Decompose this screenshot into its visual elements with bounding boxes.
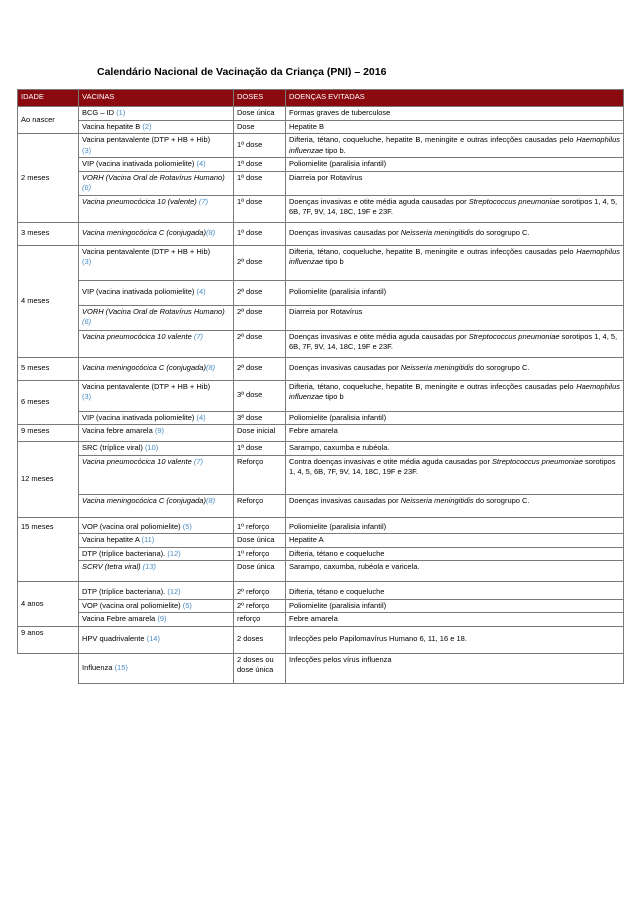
vaccine-name: Vacina Febre amarela — [82, 614, 156, 623]
age-cell: 2 meses — [18, 134, 79, 223]
pathogen-name: Haemophilus influenzae — [289, 246, 620, 266]
reference-link[interactable]: (3) — [82, 257, 92, 266]
reference-link[interactable]: (7) — [193, 331, 204, 341]
disease-text: Doenças invasivas e otite média aguda causadas por — [289, 331, 469, 341]
dose-cell: Dose inicial — [234, 425, 286, 442]
vaccine-cell — [79, 534, 234, 548]
vaccine-name: Vacina meningocócica C (conjugada) — [82, 495, 206, 505]
dose-cell: 3ª dose — [234, 380, 286, 411]
disease-cell — [286, 222, 624, 245]
disease-cell: Hepatite B — [286, 120, 624, 134]
vaccine-name: VOP (vacina oral poliomielite) — [82, 521, 181, 531]
disease-text: Doenças invasivas causadas por — [289, 495, 401, 505]
vaccine-name: SRC (tríplice viral) — [82, 443, 143, 452]
age-cell: 9 anos — [18, 626, 79, 653]
disease-text: Difteria, tétano, coqueluche, hepatite B, meningite e outras infecções causadas pelo — [289, 381, 577, 391]
vaccine-cell — [79, 357, 234, 380]
age-cell-empty — [18, 653, 79, 684]
vaccine-cell — [79, 134, 234, 158]
dose-cell: 2ª dose — [234, 280, 286, 305]
disease-text: Doenças invasivas e otite média aguda causadas por — [289, 196, 469, 206]
dose-cell: 1º reforço — [234, 547, 286, 561]
dose-cell: 2ª dose — [234, 305, 286, 330]
vaccine-name: VIP (vacina inativada poliomielite) — [82, 159, 195, 168]
table-row — [18, 653, 624, 684]
vaccine-name: SCRV (tetra viral) — [82, 562, 141, 571]
vaccine-cell — [79, 330, 234, 357]
pathogen-name: Neisseria meningitidis — [400, 363, 474, 373]
vaccine-name: Vacina hepatite A — [82, 535, 140, 544]
table-row — [18, 425, 624, 442]
age-cell: 12 meses — [18, 442, 79, 518]
vaccine-cell — [79, 195, 234, 222]
table-row — [18, 626, 624, 653]
vaccine-cell — [79, 425, 234, 442]
age-cell: 4 meses — [18, 245, 79, 357]
age-cell: Ao nascer — [18, 107, 79, 134]
disease-cell: Poliomielite (paralisia infantil) — [286, 599, 624, 613]
disease-cell: Difteria, tétano e coqueluche — [286, 547, 624, 561]
reference-link[interactable]: (6) — [82, 183, 92, 192]
disease-text: do sorogrupo C. — [473, 495, 530, 505]
pathogen-name: Streptococcus pneumoniae — [468, 196, 560, 206]
disease-text: Doenças invasivas causadas por — [289, 363, 401, 373]
reference-link[interactable]: (7) — [193, 456, 204, 466]
age-cell: 5 meses — [18, 357, 79, 380]
disease-cell — [286, 494, 624, 517]
disease-cell — [286, 455, 624, 494]
disease-cell: Poliomielite (paralisia infantil) — [286, 411, 624, 425]
dose-cell: 2ª dose — [234, 357, 286, 380]
disease-cell — [286, 195, 624, 222]
disease-cell: Formas graves de tuberculose — [286, 107, 624, 121]
vaccine-cell — [79, 380, 234, 411]
reference-link[interactable]: (6) — [82, 317, 92, 326]
vaccine-name: VOP (vacina oral poliomielite) — [82, 600, 181, 610]
disease-cell — [286, 357, 624, 380]
table-row — [18, 171, 624, 195]
dose-cell: 2º reforço — [234, 582, 286, 600]
age-cell: 3 meses — [18, 222, 79, 245]
table-header-row — [18, 90, 624, 107]
reference-link[interactable]: (5) — [182, 521, 192, 531]
table-row — [18, 158, 624, 172]
dose-cell: 2º reforço — [234, 599, 286, 613]
vaccine-name: VORH (Vacina Oral de Rotavírus Humano) — [82, 172, 225, 182]
vaccine-name: Vacina meningocócica C (conjugada) — [82, 363, 206, 373]
disease-text: Doenças invasivas causadas por — [289, 228, 401, 238]
dose-cell: 1º reforço — [234, 517, 286, 534]
vaccine-name: Vacina pneumocócica 10 (valente) — [82, 196, 197, 206]
reference-link[interactable]: (5) — [182, 600, 192, 610]
reference-link[interactable]: (4) — [196, 287, 206, 297]
age-cell: 6 meses — [18, 380, 79, 425]
table-row — [18, 330, 624, 357]
vaccine-cell — [79, 222, 234, 245]
dose-cell: Reforço — [234, 455, 286, 494]
vaccine-name: Vacina pentavalente (DTP + HB + Hib) — [82, 135, 211, 144]
table-row — [18, 222, 624, 245]
disease-text: sorotipos 1, 4, 5, 6B, 7F, 9V, 14, 18C, 19F e 23F. — [289, 331, 618, 351]
pathogen-name: Haemophilus influenzae — [289, 381, 620, 401]
table-row — [18, 582, 624, 600]
reference-link[interactable]: (12) — [167, 587, 181, 596]
reference-link[interactable]: (9) — [154, 426, 164, 435]
reference-link[interactable]: (8) — [205, 495, 216, 505]
dose-cell: Dose única — [234, 107, 286, 121]
dose-cell: 1ª dose — [234, 195, 286, 222]
table-row — [18, 561, 624, 582]
dose-cell: reforço — [234, 613, 286, 627]
disease-text: Contra doenças invasivas e otite média aguda causadas por — [289, 456, 493, 466]
reference-link[interactable]: (10) — [144, 443, 159, 452]
dose-cell: 1ª dose — [234, 442, 286, 456]
table-row — [18, 107, 624, 121]
table-row — [18, 411, 624, 425]
vaccine-cell — [79, 626, 234, 653]
dose-cell: 1ª dose — [234, 158, 286, 172]
dose-cell: Dose única — [234, 561, 286, 582]
vaccination-schedule-table — [17, 89, 624, 684]
vaccine-cell — [79, 171, 234, 195]
disease-cell — [286, 245, 624, 280]
vaccine-cell — [79, 599, 234, 613]
vaccine-cell — [79, 280, 234, 305]
disease-cell: Sarampo, caxumba e rubéola. — [286, 442, 624, 456]
vaccine-cell — [79, 653, 234, 684]
disease-cell: Infecções pelo Papilomavírus Humano 6, 11, 16 e 18. — [286, 626, 624, 653]
header-doses: DOSES — [234, 90, 286, 107]
vaccine-name: Vacina pneumocócica 10 valente — [82, 456, 192, 466]
table-row — [18, 280, 624, 305]
reference-link[interactable]: (13) — [142, 562, 157, 571]
disease-cell — [286, 380, 624, 411]
dose-cell: Reforço — [234, 494, 286, 517]
reference-link[interactable]: (2) — [142, 121, 152, 131]
vaccine-name: VIP (vacina inativada poliomielite) — [82, 412, 195, 422]
disease-cell: Poliomielite (paralisia infantil) — [286, 517, 624, 534]
dose-cell: 1ª dose — [234, 171, 286, 195]
disease-cell — [286, 330, 624, 357]
disease-cell: Diarreia por Rotavírus — [286, 171, 624, 195]
dose-cell: 3ª dose — [234, 411, 286, 425]
page-title: Calendário Nacional de Vacinação da Criança (PNI) – 2016 — [97, 66, 387, 78]
reference-link[interactable]: (7) — [198, 196, 209, 206]
vaccine-cell — [79, 494, 234, 517]
vaccine-name: DTP (tríplice bacteriana). — [82, 548, 166, 558]
vaccine-name: VIP (vacina inativada poliomielite) — [82, 287, 195, 297]
disease-text: sorotipos 1, 4, 5, 6B, 7F, 9V, 14, 18C, 19F e 23F. — [289, 196, 618, 216]
header-vacinas: VACINAS — [79, 90, 234, 107]
table-row — [18, 305, 624, 330]
vaccine-cell — [79, 305, 234, 330]
disease-text: sorotipos 1, 4, 5, 6B, 7F, 9V, 14, 18C, 19F e 23F. — [289, 456, 616, 476]
disease-cell: Difteria, tétano e coqueluche — [286, 582, 624, 600]
disease-cell: Poliomielite (paralisia infantil) — [286, 280, 624, 305]
table-row — [18, 613, 624, 627]
reference-link[interactable]: (4) — [196, 412, 206, 422]
disease-text: tipo b — [323, 392, 344, 401]
vaccine-cell — [79, 455, 234, 494]
pathogen-name: Streptococcus pneumoniae — [468, 331, 560, 341]
age-cell: 4 anos — [18, 582, 79, 627]
reference-link[interactable]: (3) — [82, 145, 92, 155]
vaccine-cell — [79, 442, 234, 456]
disease-text: do sorogrupo C. — [473, 363, 530, 373]
vaccine-cell — [79, 158, 234, 172]
table-row — [18, 195, 624, 222]
vaccine-cell — [79, 245, 234, 280]
dose-cell: 2 doses — [234, 626, 286, 653]
disease-cell: Hepatite A — [286, 534, 624, 548]
reference-link[interactable]: (8) — [205, 363, 216, 373]
table-row — [18, 494, 624, 517]
header-doencas: DOENÇAS EVITADAS — [286, 90, 624, 107]
table-row — [18, 134, 624, 158]
pathogen-name: Neisseria meningitidis — [400, 228, 474, 238]
vaccine-cell — [79, 120, 234, 134]
reference-link[interactable]: (4) — [196, 159, 206, 168]
vaccine-name: Vacina pneumocócica 10 valente — [82, 331, 192, 341]
vaccine-name: Influenza — [82, 663, 113, 672]
header-idade: IDADE — [18, 90, 79, 107]
vaccine-name: Vacina hepatite B — [82, 121, 141, 131]
reference-link[interactable]: (12) — [167, 548, 181, 558]
reference-link[interactable]: (8) — [205, 228, 216, 238]
table-row — [18, 599, 624, 613]
pathogen-name: Neisseria meningitidis — [400, 495, 474, 505]
dose-cell: 2ª dose — [234, 330, 286, 357]
dose-cell: Dose única — [234, 534, 286, 548]
age-cell: 15 meses — [18, 517, 79, 582]
vaccine-name: DTP (tríplice bacteriana). — [82, 587, 166, 596]
dose-cell: 1ª dose — [234, 222, 286, 245]
vaccine-cell — [79, 107, 234, 121]
vaccine-name: Vacina febre amarela — [82, 426, 153, 435]
disease-cell: Febre amarela — [286, 613, 624, 627]
table-row — [18, 534, 624, 548]
disease-text: Difteria, tétano, coqueluche, hepatite B, meningite e outras infecções causadas pelo — [289, 135, 577, 144]
vaccine-name: HPV quadrivalente — [82, 634, 145, 644]
disease-cell — [286, 134, 624, 158]
disease-cell: Sarampo, caxumba, rubéola e varicela. — [286, 561, 624, 582]
disease-text: Difteria, tétano, coqueluche, hepatite B, meningite e outras infecções causadas pelo — [289, 246, 577, 256]
dose-cell: 2ª dose — [234, 245, 286, 280]
disease-cell: Poliomielite (paralisia infantil) — [286, 158, 624, 172]
vaccine-name: VORH (Vacina Oral de Rotavírus Humano) — [82, 306, 225, 316]
dose-cell: 1ª dose — [234, 134, 286, 158]
table-row — [18, 357, 624, 380]
table-row — [18, 455, 624, 494]
reference-link[interactable]: (15) — [114, 663, 128, 672]
table-row — [18, 547, 624, 561]
vaccine-name: Vacina pentavalente (DTP + HB + Hib) — [82, 381, 211, 391]
reference-link[interactable]: (3) — [82, 392, 92, 401]
vaccine-name: Vacina meningocócica C (conjugada) — [82, 228, 206, 238]
reference-link[interactable]: (14) — [146, 634, 160, 644]
reference-link[interactable]: (11) — [141, 535, 155, 544]
pathogen-name: Haemophilus influenzae — [289, 135, 620, 155]
vaccine-cell — [79, 517, 234, 534]
reference-link[interactable]: (1) — [116, 108, 126, 117]
reference-link[interactable]: (9) — [157, 614, 167, 623]
disease-text: tipo b — [323, 257, 344, 266]
table-row — [18, 442, 624, 456]
table-row — [18, 120, 624, 134]
disease-text: do sorogrupo C. — [473, 228, 530, 238]
vaccine-cell — [79, 561, 234, 582]
table-row — [18, 245, 624, 280]
disease-cell: Infecções pelos vírus influenza — [286, 653, 624, 684]
vaccine-cell — [79, 411, 234, 425]
disease-cell: Diarreia por Rotavírus — [286, 305, 624, 330]
dose-cell: Dose — [234, 120, 286, 134]
disease-text: tipo b. — [323, 145, 346, 155]
vaccine-name: Vacina pentavalente (DTP + HB + Hib) — [82, 246, 211, 256]
table-row — [18, 380, 624, 411]
vaccine-cell — [79, 582, 234, 600]
disease-cell: Febre amarela — [286, 425, 624, 442]
pathogen-name: Streptococcus pneumoniae — [492, 456, 583, 466]
vaccine-name: BCG – ID — [82, 108, 115, 117]
vaccine-cell — [79, 547, 234, 561]
vaccine-cell — [79, 613, 234, 627]
dose-cell: 2 doses ou dose única — [234, 653, 286, 684]
age-cell: 9 meses — [18, 425, 79, 442]
table-row — [18, 517, 624, 534]
